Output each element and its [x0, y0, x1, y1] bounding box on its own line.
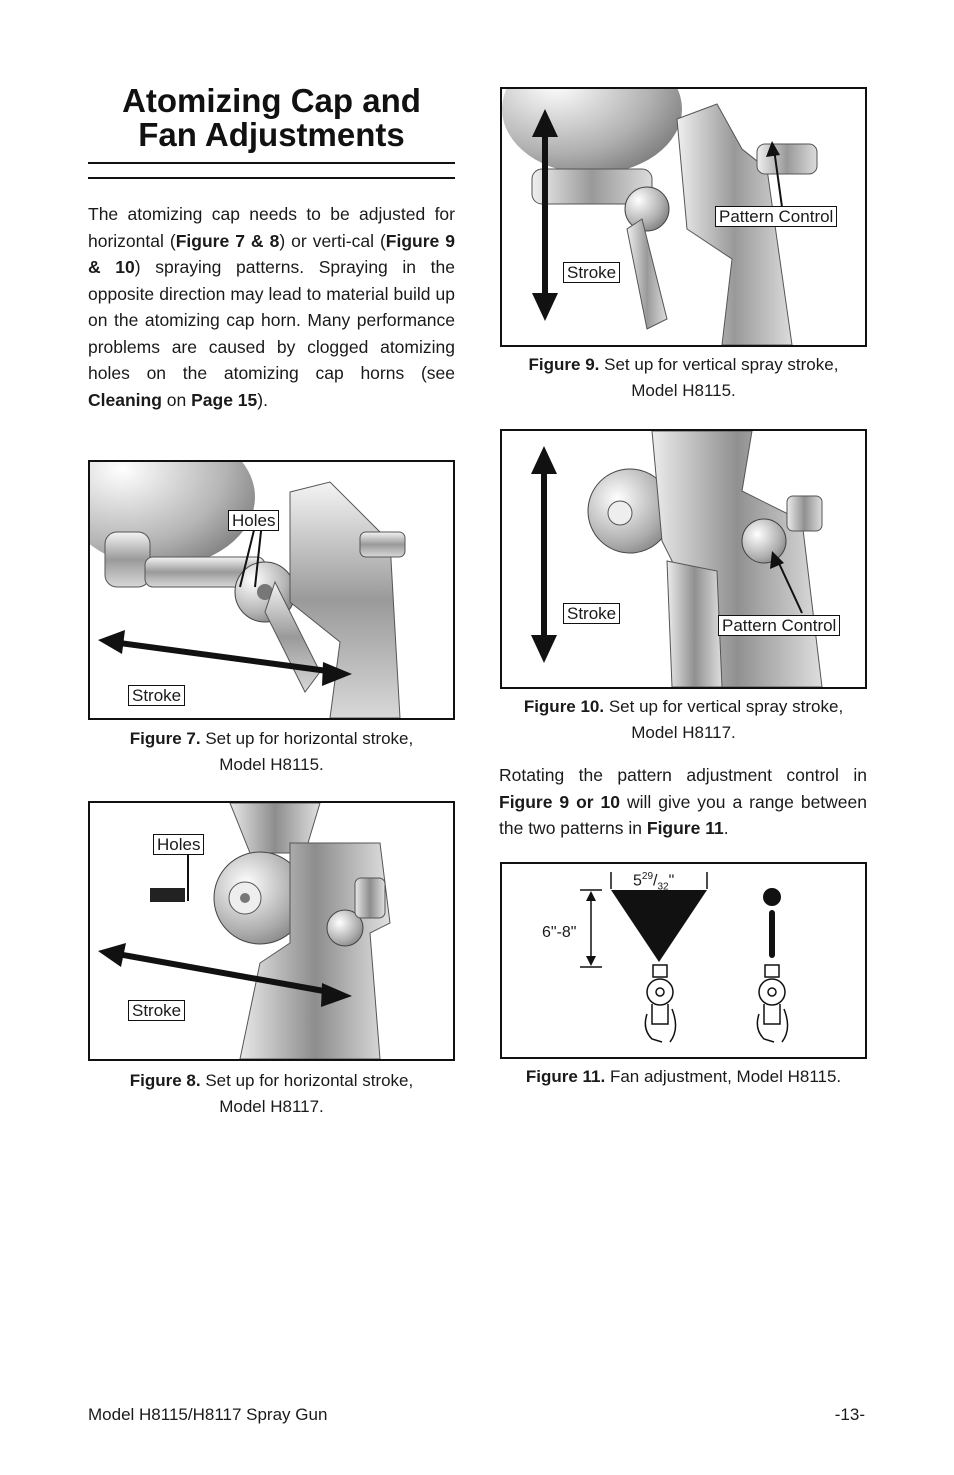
figure-10-caption: Figure 10. Set up for vertical spray stroke, Model H8117. [523, 697, 844, 742]
pattern-control-label: Pattern Control [715, 206, 837, 227]
stroke-label: Stroke [128, 1000, 185, 1021]
cleaning-ref: Cleaning [88, 389, 162, 410]
figure-ref: Figure 9 or 10 [499, 791, 621, 812]
rotating-paragraph: Rotating the pattern adjustment control in Figure 9 or 10 will give you a range between the two patterns in Figure 11. [499, 765, 867, 838]
fan-pattern-diagram [502, 864, 865, 1057]
title-line-1: Atomizing Cap and [122, 82, 421, 119]
figure-ref: Figure 11 [646, 818, 724, 838]
spray-gun-illustration [90, 462, 453, 718]
spray-gun-icon-right [757, 965, 787, 1042]
fan-width-dimension: $5^{29}/_{32}$" [633, 871, 675, 893]
figure-8 [88, 801, 455, 1061]
figure-9 [500, 87, 867, 347]
footer-page-number: -13- [834, 1405, 865, 1424]
fan-pattern-wide [611, 890, 707, 962]
figure-11 [500, 862, 867, 1059]
holes-label: Holes [153, 834, 204, 855]
fan-height-dimension: 6"-8" [542, 924, 577, 941]
page-ref: Page 15 [191, 389, 258, 410]
footer-model: Model H8115/H8117 Spray Gun [88, 1405, 328, 1424]
figure-10 [500, 429, 867, 689]
stroke-label: Stroke [563, 603, 620, 624]
figure-9-caption: Figure 9. Set up for vertical spray stroke, Model H8115. [528, 355, 839, 400]
figure-7 [88, 460, 455, 720]
figure-ref: Figure 9 & 10 [88, 230, 456, 277]
title-rule-bottom [88, 177, 455, 179]
figure-8-caption: Figure 8. Set up for horizontal stroke, Model H8117. [129, 1071, 414, 1116]
spray-gun-illustration [502, 431, 865, 687]
fan-pattern-narrow-dot [763, 888, 781, 906]
title-line-2: Fan Adjustments [138, 116, 405, 153]
figure-11-caption: Figure 11. Fan adjustment, Model H8115. [525, 1067, 842, 1086]
figure-ref: Figure 7 & 8 [175, 230, 280, 251]
holes-label: Holes [228, 510, 279, 531]
figure-7-caption: Figure 7. Set up for horizontal stroke, Model H8115. [129, 729, 414, 774]
page-title [88, 84, 455, 152]
stroke-label: Stroke [128, 685, 185, 706]
spray-gun-icon-left [645, 965, 675, 1042]
title-rule-top [88, 162, 455, 164]
stroke-label: Stroke [563, 262, 620, 283]
fan-pattern-narrow [769, 910, 775, 958]
intro-paragraph: The atomizing cap needs to be adjusted for horizontal (Figure 7 & 8) or verti-cal (Figure 9 & 10) spraying patterns. Spraying in the opposite direction may lead to material build up on the atomizing cap horn. Many performance problems are caused by clogged atomizing holes on the atomizing cap horns (see Cleaning on Page 15). [88, 204, 456, 410]
pattern-control-label: Pattern Control [718, 615, 840, 636]
